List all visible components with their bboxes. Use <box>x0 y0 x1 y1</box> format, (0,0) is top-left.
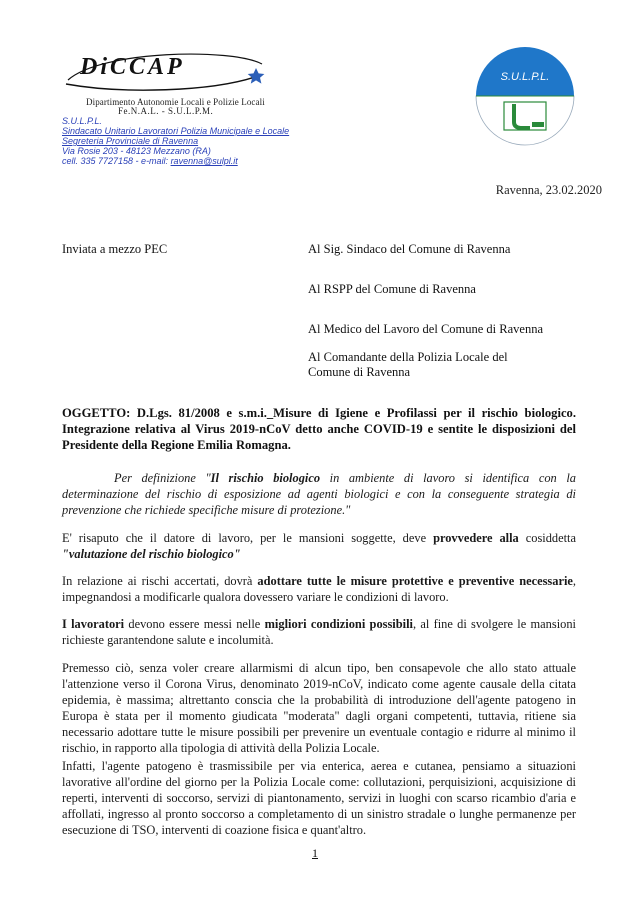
recipient-commander: Al Comandante della Polizia Locale del <box>308 350 508 364</box>
paragraph-workers: I lavoratori devono essere messi nelle migliori condizioni possibili, al fine di svolgere le mansioni richieste garantendone salute e incolumità. <box>62 617 576 647</box>
sulpl-full-name: Sindacato Unitario Lavoratori Polizia Municipale e Locale <box>62 126 290 136</box>
paragraph-premise: Premesso ciò, senza voler creare allarmismi di alcun tipo, ben consapevole che allo stato attuale l'attenzione verso il Corona Virus, denominato 2019-nCoV, indicato come agente causale della citata epidemia, è massima; altrettanto conscia che la probabilità di introduzione dell'agente patogeno in Europa è stata per il momento giudicata "moderata" dagli organi competenti, tuttavia, ritiene sia necessario adottare tutte le misure possibili per prevenire un eventuale contagio e ridurre al minimo il rischio, in rapporto alla tipologia di attività della Polizia Locale. <box>62 661 576 755</box>
delivery-method: Inviata a mezzo PEC <box>62 242 168 256</box>
recipient-commander-city: Comune di Ravenna <box>308 365 411 379</box>
org-name: Dipartimento Autonomie Locali e Polizie Locali <box>86 97 265 107</box>
recipient-mayor: Al Sig. Sindaco del Comune di Ravenna <box>308 242 511 256</box>
contact-email-link[interactable]: ravenna@sulpl.it <box>170 156 238 166</box>
subject: OGGETTO: D.Lgs. 81/2008 e s.m.i._Misure di Igiene e Profilassi per il rischio biologico. Integrazione relativa al Virus 2019-nCoV detto anche COVID-19 e sentite le disposizioni del Presidente della Regione Emilia Romagna. <box>62 406 576 452</box>
sulpl-logo <box>470 38 580 148</box>
sulpl-acronym: S.U.L.P.L. <box>62 116 102 126</box>
diccap-logo <box>62 46 272 96</box>
paragraph-employer-duty: E' risaputo che il datore di lavoro, per le mansioni soggette, deve provvedere alla cosiddetta "valutazione del rischio biologico" <box>62 531 576 561</box>
sulpl-logo-graphic <box>470 38 580 148</box>
sulpl-contact <box>62 156 238 166</box>
page-number: 1 <box>312 846 318 860</box>
org-federation: Fe.N.A.L. - S.U.L.P.M. <box>118 106 214 116</box>
recipient-rspp: Al RSPP del Comune di Ravenna <box>308 282 476 296</box>
svg-text:DiCCAP: DiCCAP <box>80 54 185 80</box>
sulpl-address: Via Rosie 203 - 48123 Mezzano (RA) <box>62 146 211 156</box>
sulpl-office: Segreteria Provinciale di Ravenna <box>62 136 199 146</box>
paragraph-definition: Per definizione "Il rischio biologico in ambiente di lavoro si identifica con la determinazione del rischio di esposizione ad agenti biologici e con la conseguente strategia di prevenzione che richiede specifiche misure di protezione." <box>62 471 576 517</box>
star-icon <box>248 68 265 84</box>
recipient-doctor: Al Medico del Lavoro del Comune di Ravenna <box>308 322 544 336</box>
paragraph-measures: In relazione ai rischi accertati, dovrà adottare tutte le misure protettive e preventive necessarie, impegnandosi a modificarle qualora dovessero variare le condizioni di lavoro. <box>62 574 576 604</box>
contact-prefix: cell. 335 7727158 - e-mail: <box>62 156 171 166</box>
diccap-logo-graphic <box>62 46 272 96</box>
date-line: Ravenna, 23.02.2020 <box>495 183 602 197</box>
svg-text:S.U.L.P.L.: S.U.L.P.L. <box>500 71 550 83</box>
paragraph-transmission: Infatti, l'agente patogeno è trasmissibile per via enterica, aerea e cutanea, pensiamo a situazioni lavorative all'ordine del giorno per la Polizia Locale come: collutazioni, perquisizioni, acquisizione di reperti, interventi di soccorso, servizi di piantonamento, servizi in luoghi con scarso ricambio d'aria e affollati, ingresso al pronto soccorso a completamento di un sinistro stradale o lunghe permanenze per esecuzione di TSO, interventi di coazione fisica e quant'altro. <box>62 759 576 837</box>
